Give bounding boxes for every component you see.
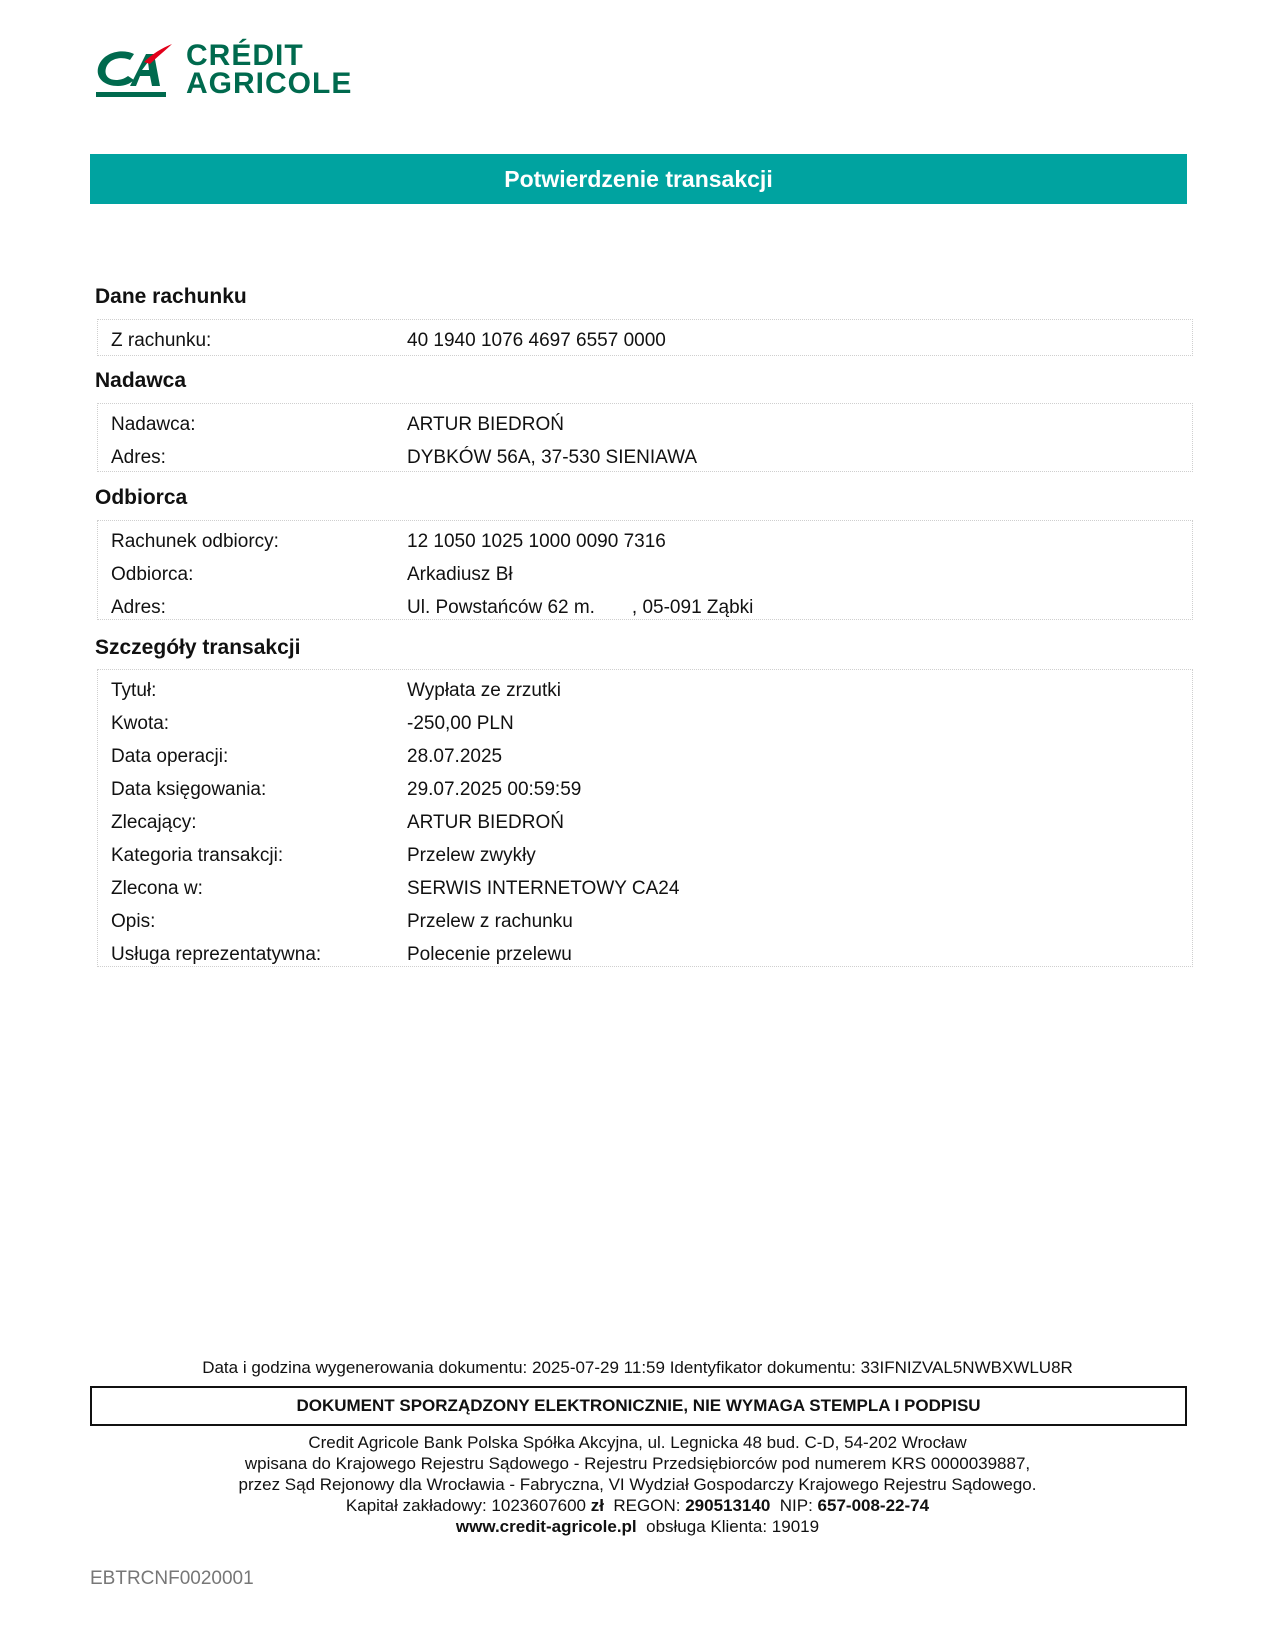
- row-label: Usługa reprezentatywna:: [111, 944, 322, 965]
- credit-agricole-logo-icon: [94, 40, 174, 100]
- footer-registry-line: wpisana do Krajowego Rejestru Sądowego - Rejestru Przedsiębiorców pod numerem KRS 0000039887,: [244, 1454, 1031, 1473]
- row-value: ARTUR BIEDROŃ: [407, 812, 564, 833]
- row-label: Adres:: [111, 447, 166, 468]
- detail-row: [98, 839, 1192, 872]
- row-label: Nadawca:: [111, 414, 196, 435]
- detail-row: [98, 591, 1192, 624]
- row-value: 40 1940 1076 4697 6557 0000: [407, 330, 666, 351]
- bank-logo: [94, 40, 394, 104]
- detail-row: [98, 938, 1192, 971]
- footer: [0, 1432, 1275, 1537]
- footer-contact-line: [0, 1516, 1275, 1537]
- website-link[interactable]: www.credit-agricole.pl: [455, 1517, 637, 1536]
- row-value: Przelew zwykły: [407, 845, 536, 866]
- page-title: Potwierdzenie transakcji: [90, 154, 1187, 204]
- detail-row: [98, 806, 1192, 839]
- detail-row: [98, 707, 1192, 740]
- bank-name: [186, 39, 353, 100]
- row-label: Adres:: [111, 597, 166, 618]
- electronic-document-notice: DOKUMENT SPORZĄDZONY ELEKTRONICZNIE, NIE WYMAGA STEMPLA I PODPISU: [90, 1386, 1187, 1426]
- row-value: Przelew z rachunku: [407, 911, 573, 932]
- row-value: -250,00 PLN: [407, 713, 514, 734]
- document-code: EBTRCNF0020001: [90, 1568, 254, 1589]
- row-label: Odbiorca:: [111, 564, 194, 585]
- customer-service: obsługa Klienta: 19019: [646, 1517, 820, 1536]
- row-label: Rachunek odbiorcy:: [111, 531, 279, 552]
- section-heading-sender: Nadawca: [95, 369, 187, 392]
- row-value: SERWIS INTERNETOWY CA24: [407, 878, 680, 899]
- regon-label: REGON:: [613, 1496, 681, 1515]
- row-value: Arkadiusz Bł: [407, 564, 513, 585]
- row-label: Zlecona w:: [111, 878, 203, 899]
- account-box: [97, 319, 1193, 356]
- row-value: DYBKÓW 56A, 37-530 SIENIAWA: [407, 447, 698, 468]
- row-value: ARTUR BIEDROŃ: [407, 414, 564, 435]
- detail-row: [98, 740, 1192, 773]
- detail-row: [98, 324, 1192, 357]
- row-value: 12 1050 1025 1000 0090 7316: [407, 531, 666, 552]
- bank-name-line2: AGRICOLE: [186, 67, 353, 100]
- row-label: Tytuł:: [111, 680, 157, 701]
- details-box: [97, 669, 1193, 967]
- capital-label: Kapitał zakładowy: 1023607600: [345, 1496, 586, 1515]
- sender-box: [97, 403, 1193, 472]
- detail-row: [98, 773, 1192, 806]
- row-label: Z rachunku:: [111, 330, 212, 351]
- detail-row: [98, 525, 1192, 558]
- row-value: Polecenie przelewu: [407, 944, 572, 965]
- section-heading-recipient: Odbiorca: [95, 486, 188, 509]
- footer-company-line: Credit Agricole Bank Polska Spółka Akcyjna, ul. Legnicka 48 bud. C-D, 54-202 Wrocław: [308, 1433, 967, 1452]
- row-label: Zlecający:: [111, 812, 197, 833]
- detail-row: [98, 408, 1192, 441]
- row-value: Wypłata ze zrzutki: [407, 680, 561, 701]
- row-value: 29.07.2025 00:59:59: [407, 779, 582, 800]
- bank-name-line1: CRÉDIT: [186, 39, 304, 72]
- detail-row: [98, 441, 1192, 474]
- row-value: 28.07.2025: [407, 746, 503, 767]
- nip-value: 657-008-22-74: [817, 1496, 930, 1515]
- section-heading-account: Dane rachunku: [95, 285, 247, 308]
- detail-row: [98, 872, 1192, 905]
- detail-row: [98, 674, 1192, 707]
- regon-value: 290513140: [685, 1496, 771, 1515]
- capital-unit: zł: [590, 1496, 604, 1515]
- detail-row: [98, 905, 1192, 938]
- row-label: Kategoria transakcji:: [111, 845, 284, 866]
- nip-label: NIP:: [779, 1496, 813, 1515]
- detail-row: [98, 558, 1192, 591]
- recipient-box: [97, 520, 1193, 620]
- row-label: Opis:: [111, 911, 156, 932]
- row-value: Ul. Powstańców 62 m. , 05-091 Ząbki: [407, 597, 754, 618]
- row-label: Kwota:: [111, 713, 170, 734]
- generation-info: Data i godzina wygenerowania dokumentu: 2025-07-29 11:59 Identyfikator dokumentu: 33IFNIZVAL5NWBXWLU8R: [202, 1358, 1073, 1377]
- section-heading-details: Szczegóły transakcji: [95, 636, 301, 659]
- footer-capital-line: [0, 1495, 1275, 1516]
- footer-court-line: przez Sąd Rejonowy dla Wrocławia - Fabryczna, VI Wydział Gospodarczy Krajowego Rejestru Sądowego.: [238, 1475, 1037, 1494]
- row-label: Data księgowania:: [111, 779, 267, 800]
- row-label: Data operacji:: [111, 746, 229, 767]
